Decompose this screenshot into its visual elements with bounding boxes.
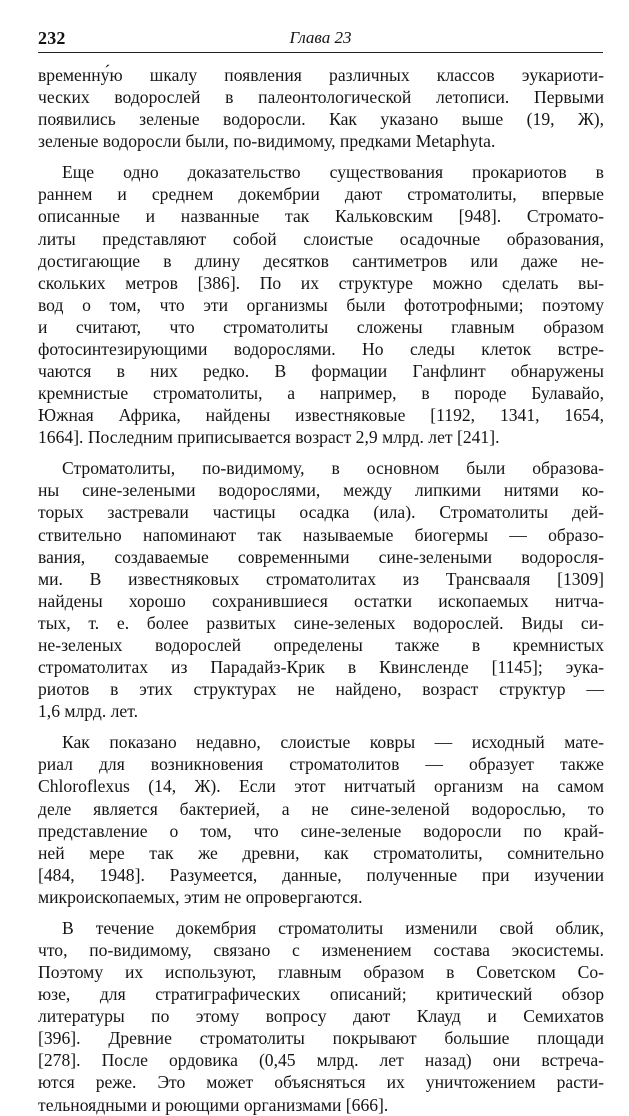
text-line: [278]. После ордовика (0,45 млрд. лет назад) они встреча- xyxy=(38,1050,604,1071)
text-line: деле является бактерией, а не сине-зеленой водорослью, то xyxy=(38,798,604,819)
running-title: Глава 23 xyxy=(289,28,352,47)
text-line: достигающие в длину десятков сантиметров или даже не- xyxy=(38,250,604,271)
page-number: 232 xyxy=(38,28,66,48)
text-line: появились зеленые водоросли. Как указано выше (19, Ж), xyxy=(38,109,604,130)
text-line: временну́ю шкалу появления различных классов эукариоти- xyxy=(38,65,604,85)
paragraph xyxy=(38,731,604,908)
text-line: раннем и среднем докембрии дают строматолиты, впервые xyxy=(38,184,604,205)
paragraph-gap xyxy=(38,152,604,161)
paragraph xyxy=(38,161,604,448)
paragraph xyxy=(38,917,604,1116)
text-line: зеленые водоросли были, по-видимому, предками Metaphyta. xyxy=(38,131,496,152)
text-line: Южная Африка, найдены известняковые [1192, 1341, 1654, xyxy=(38,405,604,426)
text-line: Еще одно доказательство существования прокариотов в xyxy=(62,162,604,183)
text-line: представление о том, что сине-зеленые водоросли по край- xyxy=(38,820,604,841)
page-header xyxy=(38,28,603,53)
text-line: ствительно напоминают так называемые биогермы — образо- xyxy=(38,524,604,545)
text-line: вод о том, что эти организмы были фототрофными; поэтому xyxy=(38,294,604,315)
text-line: и считают, что строматолиты сложены главным образом xyxy=(38,316,604,337)
text-line: [396]. Древние строматолиты покрывают большие площади xyxy=(38,1028,604,1049)
paragraph xyxy=(38,457,604,722)
paragraph xyxy=(38,64,604,152)
text-line: ми. В известняковых строматолитах из Трансвааля [1309] xyxy=(38,568,604,589)
text-line: ней мере так же древни, как строматолиты, сомнительно xyxy=(38,842,604,863)
text-line: 1664]. Последним приписывается возраст 2,9 млрд. лет [241]. xyxy=(38,427,500,448)
text-line: ны сине-зелеными водорослями, между липкими нитями ко- xyxy=(38,480,604,501)
text-line: тельноядными и роющими организмами [666]. xyxy=(38,1094,389,1115)
text-line: ются реже. Это может объясняться их уничтожением расти- xyxy=(38,1072,604,1093)
text-line: ческих водорослей в палеонтологической летописи. Первыми xyxy=(38,87,604,108)
text-line: не-зеленых водорослей определены также в кремнистых xyxy=(38,634,604,655)
text-line: фотосинтезирующими водорослями. Но следы клеток встре- xyxy=(38,338,604,359)
text-line: Как показано недавно, слоистые ковры — исходный мате- xyxy=(62,732,604,753)
body-text xyxy=(38,64,604,1116)
text-line: риал для возникновения строматолитов — образует также xyxy=(38,754,604,775)
text-line: 1,6 млрд. лет. xyxy=(38,701,138,722)
text-line: Поэтому их используют, главным образом в Советском Со- xyxy=(38,962,604,983)
text-line: литературы по этому вопросу дают Клауд и Семихатов xyxy=(38,1006,604,1027)
text-line: кремнистые строматолиты, а например, в породе Булавайо, xyxy=(38,383,604,404)
text-line: найдены хорошо сохранившиеся остатки ископаемых нитча- xyxy=(38,590,604,611)
text-line: вания, создаваемые современными сине-зелеными водоросля- xyxy=(38,546,604,567)
paragraph-gap xyxy=(38,448,604,457)
text-line: торых застревали частицы осадка (ила). Строматолиты дей- xyxy=(38,502,604,523)
paragraph-gap xyxy=(38,722,604,731)
text-line: тых, т. е. более развитых сине-зеленых водорослей. Виды си- xyxy=(38,612,604,633)
text-line: чаются в них редко. В формации Ганфлинт обнаружены xyxy=(38,361,604,382)
text-line: В течение докембрия строматолиты изменили свой облик, xyxy=(62,917,604,938)
text-line: что, по-видимому, связано с изменением состава экосистемы. xyxy=(38,939,604,960)
text-line: описанные и названные так Кальковским [948]. Стромато- xyxy=(38,206,604,227)
text-line: [484, 1948]. Разумеется, данные, полученные при изучении xyxy=(38,864,604,885)
text-line: строматолитах из Парадайз-Крик в Квинсленде [1145]; эука- xyxy=(38,657,604,678)
text-line: скольких метров [386]. По их структуре можно сделать вы- xyxy=(38,272,604,293)
text-line: риотов в этих структурах не найдено, возраст структур — xyxy=(38,679,604,700)
text-line: юзе, для стратиграфических описаний; критический обзор xyxy=(38,984,604,1005)
text-line: Chloroflexus (14, Ж). Если этот нитчатый организм на самом xyxy=(38,776,604,797)
text-line: литы представляют собой слоистые осадочные образования, xyxy=(38,228,604,249)
paragraph-gap xyxy=(38,908,604,917)
text-line: Строматолиты, по-видимому, в основном были образова- xyxy=(62,458,604,479)
text-line: микроископаемых, этим не опровергаются. xyxy=(38,886,363,907)
